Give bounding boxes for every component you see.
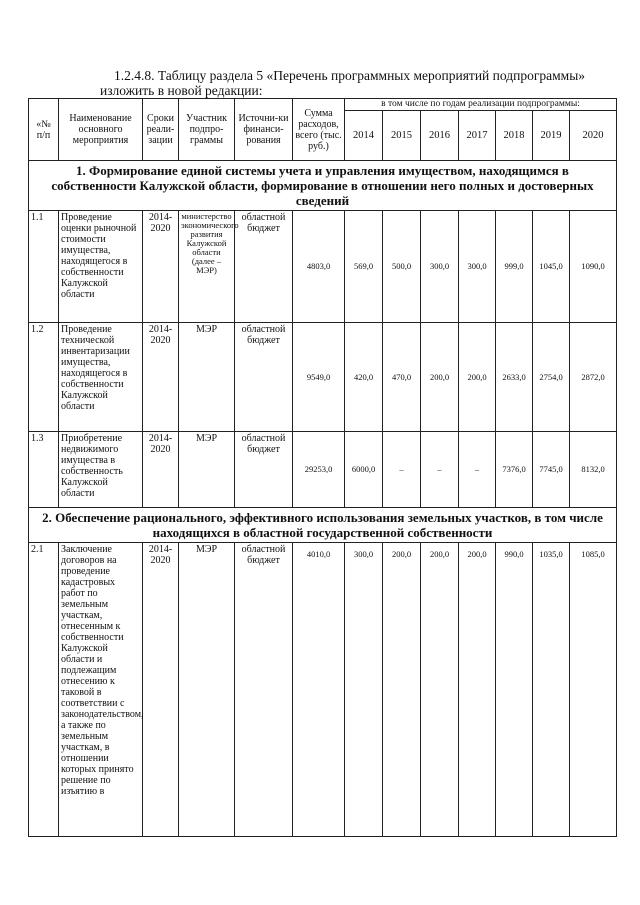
header-year: 2019 (533, 111, 570, 161)
row-participant: МЭР (179, 432, 235, 508)
row-name: Заключение договоров на проведение кадастровых работ по земельным участкам, отнесенным к собственности Калужской области и подлежащим отнесению к таковой в соответствии с законодательством, а также по земельным участкам, в отношении которых принято решение по изъятию в (59, 543, 143, 837)
row-year-value: 200,0 (459, 323, 496, 432)
row-participant: министерство экономического развития Калужской области (далее – МЭР) (179, 211, 235, 323)
row-year-value: 300,0 (459, 211, 496, 323)
row-year-value: 2872,0 (570, 323, 617, 432)
header-terms: Сроки реали-зации (143, 99, 179, 161)
row-year-value: 1045,0 (533, 211, 570, 323)
row-terms: 2014-2020 (143, 211, 179, 323)
row-total: 9549,0 (293, 323, 345, 432)
row-year-value: 420,0 (345, 323, 383, 432)
row-year-value: 1085,0 (570, 543, 617, 837)
row-participant: МЭР (179, 543, 235, 837)
row-year-value: 6000,0 (345, 432, 383, 508)
header-year: 2020 (570, 111, 617, 161)
row-year-value: 2633,0 (496, 323, 533, 432)
row-year-value: 2754,0 (533, 323, 570, 432)
section-title: 2. Обеспечение рационального, эффективного использования земельных участков, в том числе находящихся в областной государственной собственности (29, 508, 617, 543)
header-name: Наименование основного мероприятия (59, 99, 143, 161)
row-num: 2.1 (29, 543, 59, 837)
row-year-value: 200,0 (459, 543, 496, 837)
row-num: 1.3 (29, 432, 59, 508)
row-year-value: 300,0 (421, 211, 459, 323)
header-year: 2015 (383, 111, 421, 161)
row-total: 4803,0 (293, 211, 345, 323)
intro-line-1: 1.2.4.8. Таблицу раздела 5 «Перечень программных мероприятий подпрограммы» (114, 68, 586, 83)
row-year-value: – (383, 432, 421, 508)
row-year-value: 7376,0 (496, 432, 533, 508)
row-name: Проведение оценки рыночной стоимости имущества, находящегося в собственности Калужской области (59, 211, 143, 323)
row-num: 1.1 (29, 211, 59, 323)
row-year-value: – (459, 432, 496, 508)
row-total: 4010,0 (293, 543, 345, 837)
row-participant: МЭР (179, 323, 235, 432)
intro-line-2: изложить в новой редакции: (100, 83, 263, 98)
header-year: 2017 (459, 111, 496, 161)
row-source: областной бюджет (235, 543, 293, 837)
header-source: Источни-ки финанси-рования (235, 99, 293, 161)
row-year-value: 990,0 (496, 543, 533, 837)
row-year-value: 500,0 (383, 211, 421, 323)
row-year-value: 200,0 (383, 543, 421, 837)
header-year: 2014 (345, 111, 383, 161)
row-year-value: 1035,0 (533, 543, 570, 837)
table-row (29, 432, 617, 508)
intro-text (100, 68, 620, 98)
section-title: 1. Формирование единой системы учета и управления имуществом, находящимся в собственности Калужской области, формирование в отношении него полных и достоверных сведений (29, 161, 617, 211)
row-year-value: 200,0 (421, 543, 459, 837)
row-name: Проведение технической инвентаризации имущества, находящегося в собственности Калужской области (59, 323, 143, 432)
header-year: 2016 (421, 111, 459, 161)
row-year-value: 1090,0 (570, 211, 617, 323)
row-terms: 2014-2020 (143, 432, 179, 508)
row-year-value: 569,0 (345, 211, 383, 323)
header-num: «№ п/п (29, 99, 59, 161)
row-source: областной бюджет (235, 432, 293, 508)
header-year: 2018 (496, 111, 533, 161)
row-name: Приобретение недвижимого имущества в собственность Калужской области (59, 432, 143, 508)
row-year-value: 999,0 (496, 211, 533, 323)
row-terms: 2014-2020 (143, 543, 179, 837)
table-row (29, 323, 617, 432)
header-years-span: в том числе по годам реализации подпрограммы: (345, 99, 617, 111)
row-year-value: – (421, 432, 459, 508)
row-year-value: 470,0 (383, 323, 421, 432)
header-sum: Сумма расходов, всего (тыс. руб.) (293, 99, 345, 161)
table-row (29, 211, 617, 323)
table-row (29, 543, 617, 837)
row-year-value: 8132,0 (570, 432, 617, 508)
row-total: 29253,0 (293, 432, 345, 508)
row-source: областной бюджет (235, 323, 293, 432)
row-year-value: 300,0 (345, 543, 383, 837)
program-activities-table (28, 98, 617, 837)
row-num: 1.2 (29, 323, 59, 432)
row-year-value: 200,0 (421, 323, 459, 432)
row-terms: 2014-2020 (143, 323, 179, 432)
header-participant: Участник подпро-граммы (179, 99, 235, 161)
row-source: областной бюджет (235, 211, 293, 323)
row-year-value: 7745,0 (533, 432, 570, 508)
